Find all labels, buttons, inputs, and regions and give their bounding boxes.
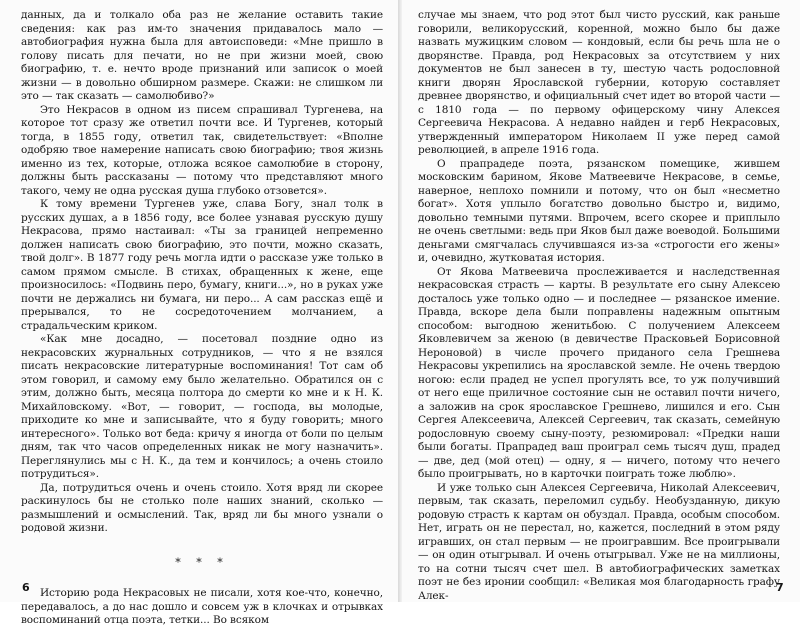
right-page-text — [418, 9, 780, 603]
paragraph: Историю рода Некрасовых не писали, хотя кое-что, конечно, передавалось, а до нас дошло и совсем уж в клочках и отрывках воспоминаний отца поэта, тетки... Во всяком — [21, 587, 383, 626]
page-number-right: 7 — [776, 581, 784, 594]
paragraph: И уже только сын Алексея Сергеевича, Николай Алексеевич, первым, так сказать, переломил судьбу. Необузданную, дикую родовую страсть к картам он обуздал. Правда, особым способом. Нет, играть он не перестал, но, кажется, последний в этом ряду игравших, он стал первым — не проигравшим. Все проигрывали — он один отыгрывал. И очень отыгрывал. Уже не на миллионы, то на сотни тысяч счет шел. В автобиографических заметках поэт не без иронии сообщил: «Великая моя благодарность графу Алек- — [418, 481, 780, 602]
book-gutter — [398, 0, 402, 602]
paragraph: данных, да и толкало оба раз не желание оставить такие сведения: как раз им-то значения придавалось мало — автобиография нужна была для автоисповеди: «Мне пришло в голову писать для печати, но не при жизни моей, свою биографию, т. е. нечто вроде признаний или записок о моей жизни — в довольно обширном размере. Скажи: не слишком ли это — так сказать — самолюбиво?» — [21, 9, 383, 102]
right-page — [418, 9, 780, 603]
paragraph: случае мы знаем, что род этот был чисто русский, как раньше говорили, великорусский, коренной, можно было бы даже назвать мужицким словом — кондовый, если бы речь шла не о дворянстве. Правда, род Некрасовых за отсутствием у них документов не был занесен в ту, шестую часть родословной книги дворян Ярославской губернии, которую составляет древнее дворянство, и официальный счет идет во второй части — с 1810 года — по первому офицерскому чину Алексея Сергеевича Некрасова. А недавно найден и герб Некрасовых, утвержденный императором Николаем II уже перед самой революцией, в апреле 1916 года. — [418, 9, 780, 156]
paragraph: От Якова Матвеевича прослеживается и наследственная некрасовская страсть — карты. В результате его сыну Алексею досталось уже только одно — и последнее — рязанское имение. Правда, вскоре дела были поправлены надежным опытным способом: выгодною женитьбою. С получением Алексеем Яковлевичем за женою (в девичестве Прасковьей Борисовной Нероновой) в числе прочего приданого села Грешнева Некрасовы укрепились на ярославской земле. Не очень твердою ногою: если прадед не успел прогулять все, то уж получивший от него еще приличное состояние сын не оставил почти ничего, а заложив на срок ярославское Грешнево, лишился и его. Сын Сергея Алексеевича, Алексей Сергеевич, так сказать, семейную родословную своему сыну-поэту, резюмировал: «Предки наши были богаты. Прапрадед ваш проиграл семь тысяч душ, прадед — две, дед (мой отец) — одну, я — ничего, потому что нечего было проигрывать, но в карточки поиграть тоже люблю». — [418, 265, 780, 480]
paragraph: О прапрадеде поэта, рязанском помещике, жившем московским барином, Якове Матвеевиче Некрасове, в семье, наверное, неплохо помнили и потому, что он был «несметно богат». Хотя уплыло богатство довольно быстро и, видимо, довольно темными путями. Впрочем, всего скорее и приплыло не очень светлыми: ведь при Яков был даже воеводой. Большими деньгами смягчалась случившаяся из-за «строгости его жены» и, очевидно, жутковатая история. — [418, 157, 780, 264]
section-divider: * * * — [175, 555, 229, 569]
paragraph: К тому времени Тургенев уже, слава Богу, знал толк в русских душах, а в 1856 году, все более узнавая русскую душу Некрасова, прямо настаивал: «Ты за границей непременно должен написать свою биографию, это почти, можно сказать, твой долг». В 1877 году речь могла идти о рассказе уже только в самом прямом смысле. В стихах, обращенных к жене, еще произносилось: «Подвинь перо, бумагу, книги...», но в руках уже почти не держались ни бумага, ни перо... А сам рассказ ещё и прерывался, то не сосредоточением молчанием, а страдальческим криком. — [21, 198, 383, 332]
paragraph: Это Некрасов в одном из писем спрашивал Тургенева, на которое тот сразу же ответил почти все. И Тургенев, который тогда, в 1855 году, ответил так, свидетельствует: «Вполне одобряю твое намерение написать свою биографию; твоя жизнь именно из тех, которые, отложа всякое самолюбие в сторону, должны быть рассказаны — потому что представляют много такого, чему не одна русская душа глубоко отзовется». — [21, 103, 383, 197]
paragraph: «Как мне досадно, — посетовал поздние одно из некрасовских журнальных сотрудников, — что я не взялся писать некрасовские литературные воспоминания! Тот сам об этом говорил, и самому ему было желательно. Обратился он с этим, должно быть, месяца полтора до смерти ко мне и к Н. К. Михайловскому. «Вот, — говорит, — господа, вы молодые, приходите ко мне и записывайте, что я буду говорить; много интересного». Только вот беда: кричу я иногда от боли по целым дням, так что часов определенных никак не могу назначить». Переглянулись мы с Н. К., да тем и кончилось; а очень стоило потрудиться». — [21, 333, 383, 480]
left-page-text — [21, 9, 383, 628]
paragraph: Да, потрудиться очень и очень стоило. Хотя вряд ли скорее раскинулось бы не столько поле наших знаний, сколько — размышлений и осмыслений. Так, вряд ли бы много узнали о родовой жизни. — [21, 481, 383, 534]
page-number-left: 6 — [22, 581, 30, 594]
left-page — [21, 9, 383, 628]
